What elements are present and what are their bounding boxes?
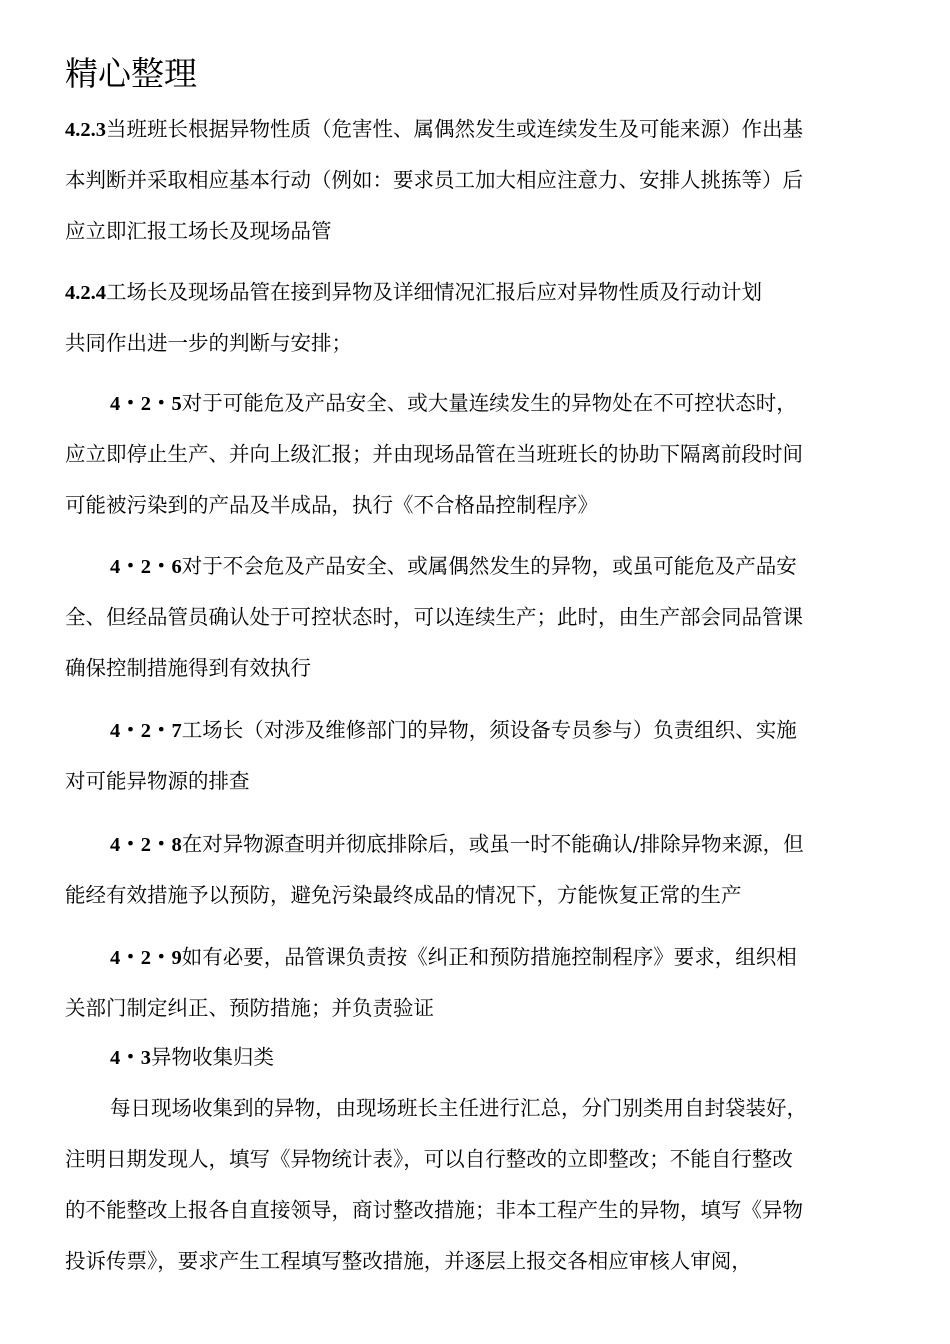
section-line: 4・2・8在对异物源查明并彻底排除后，或虽一时不能确认/排除异物来源，但 (110, 832, 804, 856)
section-number: 4・2・6 (110, 556, 182, 578)
section-number: 4・2・7 (110, 720, 182, 742)
section-line: 4・2・9如有必要，品管课负责按《纠正和预防措施控制程序》要求，组织相 (110, 945, 797, 969)
section-line: 注明日期发现人，填写《异物统计表》，可以自行整改的立即整改；不能自行整改 (65, 1147, 793, 1171)
section-number: 4.2.4 (65, 282, 106, 304)
section-number: 4・2・5 (110, 393, 182, 415)
section-4-2-3 (65, 104, 875, 257)
section-4-2-5 (65, 378, 875, 531)
section-number: 4.2.3 (65, 119, 106, 141)
section-line: 4・2・5对于可能危及产品安全、或大量连续发生的异物处在不可控状态时， (110, 391, 797, 415)
section-line: 4.2.4工场长及现场品管在接到异物及详细情况汇报后应对异物性质及行动计划 (65, 280, 762, 304)
section-line: 对可能异物源的排查 (65, 769, 250, 793)
section-line: 每日现场收集到的异物，由现场班长主任进行汇总，分门别类用自封袋装好， (110, 1096, 807, 1120)
section-heading: 4・3异物收集归类 (110, 1045, 274, 1069)
section-4-2-6 (65, 541, 875, 694)
section-line: 确保控制措施得到有效执行 (65, 656, 311, 680)
section-4-3 (65, 1032, 875, 1287)
section-line: 能经有效措施予以预防，避免污染最终成品的情况下，方能恢复正常的生产 (65, 883, 742, 907)
section-4-2-4 (65, 267, 875, 369)
section-line: 可能被污染到的产品及半成品，执行《不合格品控制程序》 (65, 493, 598, 517)
section-number: 4・2・9 (110, 947, 182, 969)
section-line: 应立即汇报工场长及现场品管 (65, 219, 332, 243)
section-4-2-8 (65, 819, 875, 921)
section-4-2-9 (65, 932, 875, 1034)
section-line: 本判断并采取相应基本行动（例如：要求员工加大相应注意力、安排人挑拣等）后 (65, 168, 803, 192)
section-line: 全、但经品管员确认处于可控状态时，可以连续生产；此时，由生产部会同品管课 (65, 605, 803, 629)
section-line: 的不能整改上报各自直接领导，商讨整改措施；非本工程产生的异物，填写《异物 (65, 1198, 803, 1222)
section-line: 应立即停止生产、并向上级汇报；并由现场品管在当班班长的协助下隔离前段时间 (65, 442, 803, 466)
section-number: 4・2・8 (110, 834, 182, 856)
section-number: 4・3 (110, 1047, 151, 1069)
section-line: 4・2・6对于不会危及产品安全、或属偶然发生的异物，或虽可能危及产品安 (110, 554, 797, 578)
section-line: 投诉传票》，要求产生工程填写整改措施，并逐层上报交各相应审核人审阅， (65, 1249, 752, 1273)
section-line: 关部门制定纠正、预防措施；并负责验证 (65, 996, 434, 1020)
section-line: 4・2・7工场长（对涉及维修部门的异物，须设备专员参与）负责组织、实施 (110, 718, 797, 742)
section-line: 共同作出进一步的判断与安排； (65, 331, 352, 355)
section-4-2-7 (65, 705, 875, 807)
page-header: 精心整理 (65, 54, 197, 93)
section-line: 4.2.3当班班长根据异物性质（危害性、属偶然发生或连续发生及可能来源）作出基 (65, 117, 803, 141)
